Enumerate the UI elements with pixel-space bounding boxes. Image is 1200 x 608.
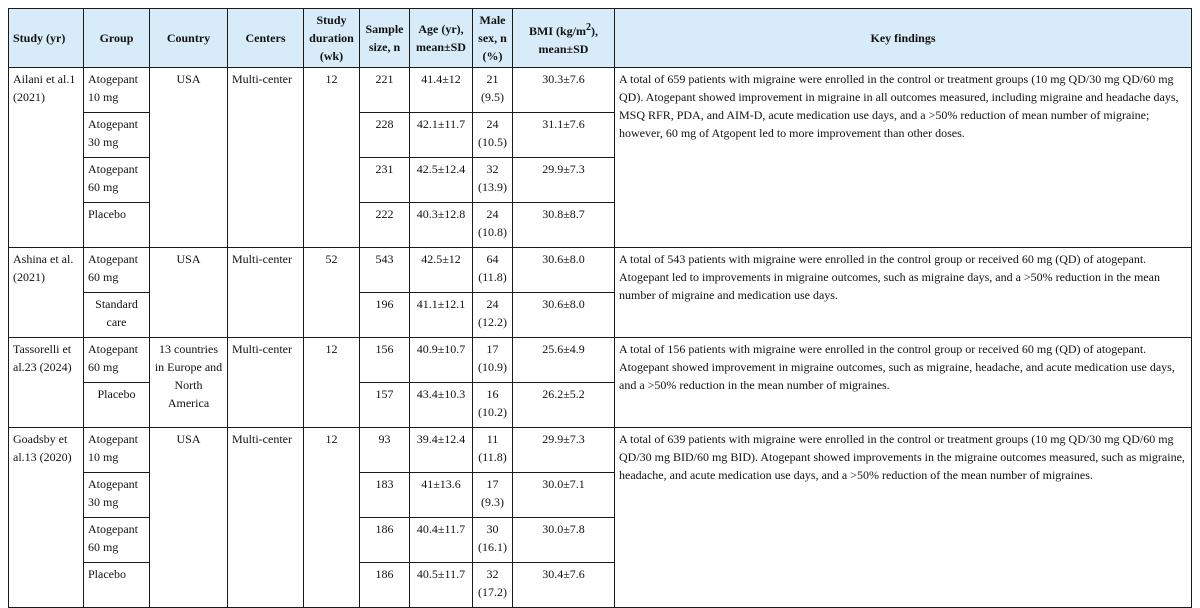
duration-cell: 12 (304, 428, 360, 608)
country-cell: USA (150, 248, 228, 338)
bmi-cell: 25.6±4.9 (513, 338, 615, 383)
centers-cell: Multi-center (228, 428, 304, 608)
group-cell: Atogepant 10 mg (84, 428, 150, 473)
age-cell: 42.5±12.4 (410, 158, 473, 203)
header-sample-line2: size, n (368, 40, 401, 54)
findings-cell: A total of 639 patients with migraine were enrolled in the control or treatment groups (10 mg QD/30 mg QD/60 mg QD/30 mg BID/60 mg BID). Atogepant showed improvements in the migraine outcomes measured, such as migraine, headache, and acute medication use days, and a >50% reduction of the mean number of migraines. (615, 428, 1192, 608)
centers-cell: Multi-center (228, 338, 304, 428)
male-cell: 24 (10.8) (473, 203, 513, 248)
bmi-cell: 29.9±7.3 (513, 428, 615, 473)
study-cell: Ashina et al. (2021) (9, 248, 84, 338)
header-age-line2: mean±SD (416, 40, 466, 54)
sample-cell: 222 (360, 203, 410, 248)
male-cell: 24 (10.5) (473, 113, 513, 158)
group-cell: Atogepant 60 mg (84, 158, 150, 203)
sample-cell: 156 (360, 338, 410, 383)
country-cell: USA (150, 428, 228, 608)
group-cell: Atogepant 30 mg (84, 473, 150, 518)
bmi-cell: 30.4±7.6 (513, 563, 615, 608)
header-bmi-line2: mean±SD (538, 41, 589, 56)
header-bmi-line1a: BMI (kg/m (529, 23, 586, 38)
sample-cell: 186 (360, 518, 410, 563)
sample-cell: 231 (360, 158, 410, 203)
bmi-cell: 31.1±7.6 (513, 113, 615, 158)
table-row (9, 248, 1192, 293)
bmi-cell: 30.0±7.8 (513, 518, 615, 563)
sample-cell: 543 (360, 248, 410, 293)
male-cell: 24 (12.2) (473, 293, 513, 338)
duration-cell: 12 (304, 338, 360, 428)
findings-cell: A total of 543 patients with migraine were enrolled in the control group or received 60 mg (QD) of atogepant. Atogepant led to improvements in migraine outcomes, such as migraine days, and a >50% reduction in the mean number of migraine and medication use days. (615, 248, 1192, 338)
header-duration-line2: duration (309, 31, 354, 45)
duration-cell: 52 (304, 248, 360, 338)
group-cell: Placebo (84, 563, 150, 608)
header-sample-line1: Sample (365, 22, 404, 36)
table-row (9, 68, 1192, 113)
header-sample (360, 9, 410, 68)
bmi-cell: 30.8±8.7 (513, 203, 615, 248)
header-findings: Key findings (615, 9, 1192, 68)
header-male-line1: Male (479, 13, 506, 27)
age-cell: 41.4±12 (410, 68, 473, 113)
study-cell: Tassorelli et al.23 (2024) (9, 338, 84, 428)
bmi-cell: 26.2±5.2 (513, 383, 615, 428)
header-duration-line3: (wk) (319, 49, 344, 63)
age-cell: 41±13.6 (410, 473, 473, 518)
header-age-line1: Age (yr), (418, 22, 464, 36)
header-male (473, 9, 513, 68)
study-cell: Goadsby et al.13 (2020) (9, 428, 84, 608)
group-cell: Atogepant 30 mg (84, 113, 150, 158)
age-cell: 41.1±12.1 (410, 293, 473, 338)
header-duration-line1: Study (316, 13, 347, 27)
group-cell: Atogepant 60 mg (84, 518, 150, 563)
age-cell: 40.5±11.7 (410, 563, 473, 608)
sample-cell: 221 (360, 68, 410, 113)
header-male-line2: sex, n (478, 31, 507, 45)
bmi-cell: 30.6±8.0 (513, 293, 615, 338)
age-cell: 40.9±10.7 (410, 338, 473, 383)
male-cell: 32 (17.2) (473, 563, 513, 608)
header-centers: Centers (228, 9, 304, 68)
group-cell: Atogepant 60 mg (84, 338, 150, 383)
sample-cell: 157 (360, 383, 410, 428)
age-cell: 43.4±10.3 (410, 383, 473, 428)
male-cell: 17 (9.3) (473, 473, 513, 518)
age-cell: 39.4±12.4 (410, 428, 473, 473)
header-row (9, 9, 1192, 68)
country-cell: 13 countries in Europe and North America (150, 338, 228, 428)
header-bmi-sup: 2 (586, 21, 591, 33)
header-group: Group (84, 9, 150, 68)
header-duration (304, 9, 360, 68)
header-country: Country (150, 9, 228, 68)
study-table (8, 8, 1192, 608)
age-cell: 40.4±11.7 (410, 518, 473, 563)
group-cell: Standard care (84, 293, 150, 338)
header-bmi-line1b: ), (591, 23, 598, 38)
header-bmi (513, 9, 615, 68)
male-cell: 17 (10.9) (473, 338, 513, 383)
header-age (410, 9, 473, 68)
table-row (9, 338, 1192, 383)
sample-cell: 228 (360, 113, 410, 158)
sample-cell: 186 (360, 563, 410, 608)
header-male-line3: (%) (482, 49, 503, 63)
bmi-cell: 30.0±7.1 (513, 473, 615, 518)
group-cell: Placebo (84, 383, 150, 428)
header-study: Study (yr) (9, 9, 84, 68)
centers-cell: Multi-center (228, 248, 304, 338)
male-cell: 21 (9.5) (473, 68, 513, 113)
male-cell: 16 (10.2) (473, 383, 513, 428)
centers-cell: Multi-center (228, 68, 304, 248)
sample-cell: 183 (360, 473, 410, 518)
male-cell: 64 (11.8) (473, 248, 513, 293)
bmi-cell: 30.3±7.6 (513, 68, 615, 113)
findings-cell: A total of 659 patients with migraine were enrolled in the control or treatment groups (10 mg QD/30 mg QD/60 mg QD). Atogepant showed improvement in migraine in all outcomes measured, including migraine and headache days, MSQ RFR, PDA, and AIM-D, acute medication use days, and a >50% reduction of mean number of migraine; however, 60 mg of Atgopent led to more improvement than other doses. (615, 68, 1192, 248)
male-cell: 32 (13.9) (473, 158, 513, 203)
group-cell: Atogepant 60 mg (84, 248, 150, 293)
country-cell: USA (150, 68, 228, 248)
bmi-cell: 29.9±7.3 (513, 158, 615, 203)
table-row (9, 428, 1192, 473)
age-cell: 42.1±11.7 (410, 113, 473, 158)
bmi-cell: 30.6±8.0 (513, 248, 615, 293)
male-cell: 11 (11.8) (473, 428, 513, 473)
sample-cell: 196 (360, 293, 410, 338)
group-cell: Placebo (84, 203, 150, 248)
sample-cell: 93 (360, 428, 410, 473)
study-cell: Ailani et al.1 (2021) (9, 68, 84, 248)
age-cell: 40.3±12.8 (410, 203, 473, 248)
group-cell: Atogepant 10 mg (84, 68, 150, 113)
duration-cell: 12 (304, 68, 360, 248)
age-cell: 42.5±12 (410, 248, 473, 293)
findings-cell: A total of 156 patients with migraine were enrolled in the control group or received 60 mg (QD) of atogepant. Atogepant showed improvement in migraine outcomes, such as migraine, headache, and acute medication use days, and a >50% reduction in the mean number of migraines. (615, 338, 1192, 428)
male-cell: 30 (16.1) (473, 518, 513, 563)
